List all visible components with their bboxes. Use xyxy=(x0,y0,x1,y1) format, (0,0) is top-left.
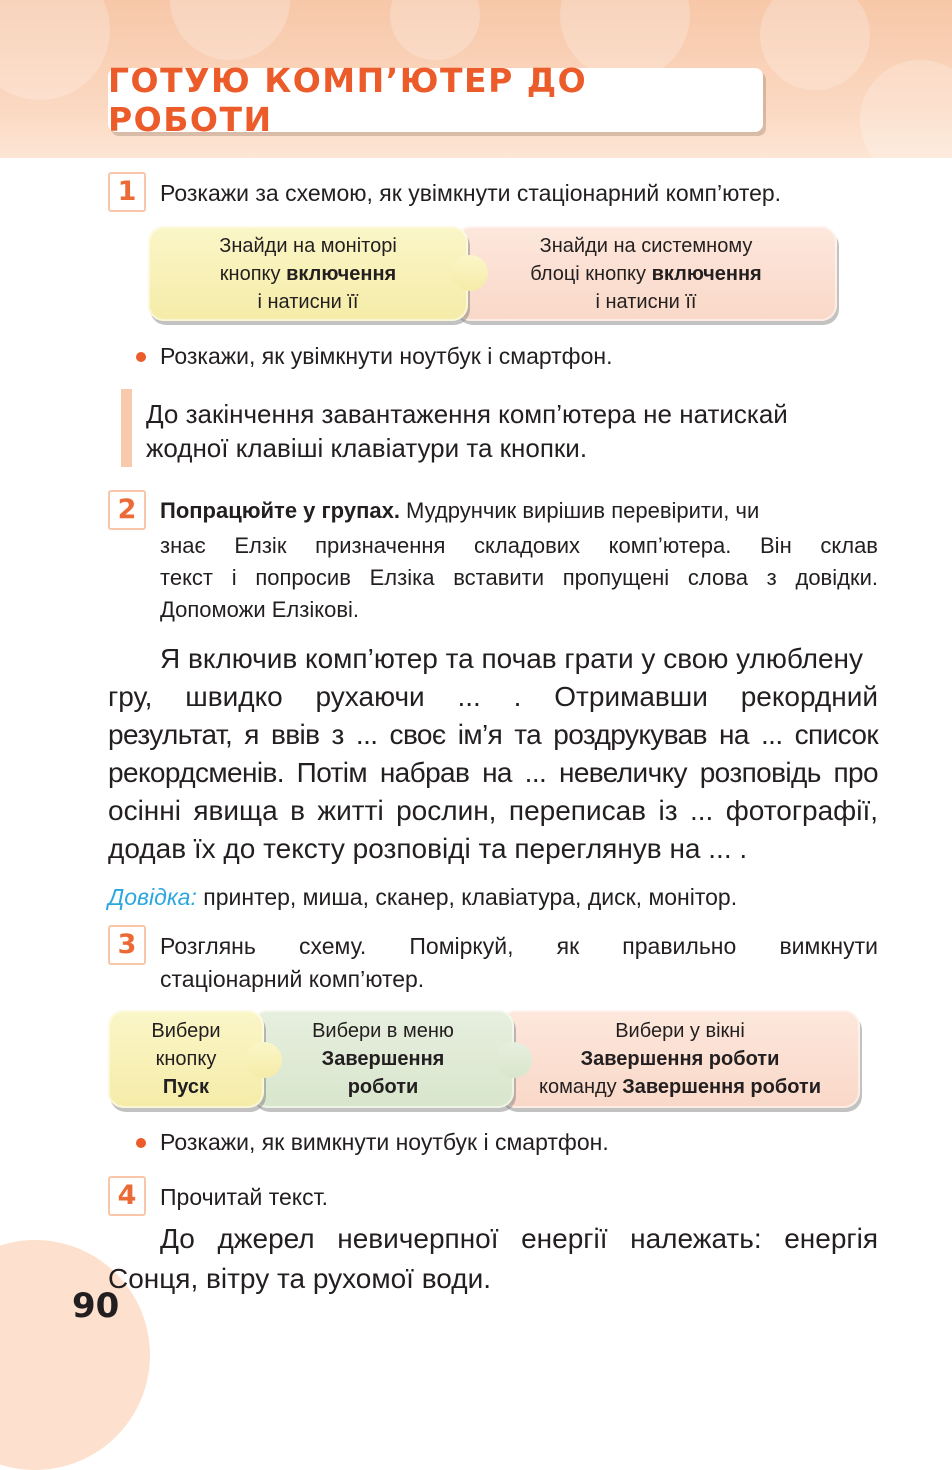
warning-line-1: До закінчення завантаження комп’ютера не натискай xyxy=(146,399,788,429)
hint-label: Довідка: xyxy=(108,884,197,910)
task3-bullet-text: Розкажи, як вимкнути ноутбук і смартфон. xyxy=(160,1129,609,1155)
scheme-step-menu xyxy=(252,1010,514,1108)
scheme-step-system-unit xyxy=(455,226,837,321)
story-line: результат, я ввів з ... своє ім’я та роздрукував на ... список xyxy=(108,719,878,750)
task-number-2: 2 xyxy=(108,490,146,530)
decor-bubble xyxy=(390,0,480,60)
page-title: ГОТУЮ КОМП’ЮТЕР ДО РОБОТИ xyxy=(108,61,588,139)
step-line: Завершення xyxy=(321,1048,445,1070)
task4-line-1: До джерел невичерпної енергії належать: енергія xyxy=(160,1223,878,1254)
step-line: і натисни її xyxy=(595,290,697,313)
decor-bubble xyxy=(860,60,952,158)
step-line: роботи xyxy=(347,1076,419,1098)
decor-bubble xyxy=(170,0,290,60)
puzzle-knob xyxy=(452,255,488,291)
task-number-1: 1 xyxy=(108,172,146,212)
warning-bar xyxy=(121,389,132,467)
task-number-4: 4 xyxy=(108,1176,146,1216)
step-line: Вибери у вікні xyxy=(615,1020,745,1042)
bullet-dot xyxy=(136,1138,146,1148)
task2-line-1: Попрацюйте у групах. Мудрунчик вирішив перевірити, чи xyxy=(160,498,760,523)
step-line: Знайди на системному xyxy=(539,234,753,257)
step-line: команду Завершення роботи xyxy=(538,1076,822,1098)
step-line: Знайди на моніторі xyxy=(219,234,397,257)
hint-line xyxy=(108,881,737,913)
task-number-3: 3 xyxy=(108,925,146,965)
bullet-dot xyxy=(136,352,146,362)
step-line: Пуск xyxy=(162,1076,210,1098)
task2-line-4: Допоможи Елзікові. xyxy=(160,597,360,622)
task3-line-1: Розглянь схему. Поміркуй, як правильно вимкнути xyxy=(160,933,878,959)
scheme-step-monitor xyxy=(148,226,468,321)
story-line: Я включив комп’ютер та почав грати у свою улюблену xyxy=(160,643,863,674)
step-line: кнопку xyxy=(155,1048,217,1070)
decor-bubble xyxy=(0,0,110,100)
decor-bubble xyxy=(760,0,870,90)
task4-text: Прочитай текст. xyxy=(160,1184,329,1210)
task2-line-2: знає Елзік призначення складових комп’ютера. Він склав xyxy=(160,533,878,558)
task3-line-2: стаціонарний комп’ютер. xyxy=(160,966,425,992)
title-card xyxy=(108,61,763,139)
warning-line-2: жодної клавіші клавіатури та кнопки. xyxy=(146,433,588,463)
step-line: Вибери xyxy=(151,1020,221,1042)
story-line: гру, швидко рухаючи ... . Отримавши рекордний xyxy=(108,681,878,712)
puzzle-knob xyxy=(246,1042,282,1078)
hint-words: принтер, миша, сканер, клавіатура, диск, монітор. xyxy=(196,884,738,910)
puzzle-knob xyxy=(496,1042,532,1078)
step-line: блоці кнопку включення xyxy=(530,262,762,285)
scheme-step-start xyxy=(108,1010,264,1108)
story-line: додав їх до тексту розповіді та переглянув на ... . xyxy=(108,833,748,864)
task1-bullet-text: Розкажи, як увімкнути ноутбук і смартфон. xyxy=(160,343,613,369)
step-line: кнопку включення xyxy=(219,262,397,285)
task1-text: Розкажи за схемою, як увімкнути стаціонарний комп’ютер. xyxy=(160,180,782,206)
page-number: 90 xyxy=(72,1286,120,1326)
step-line: Завершення роботи xyxy=(580,1048,780,1070)
task4-line-2: Сонця, вітру та рухомої води. xyxy=(108,1263,492,1294)
step-line: і натисни її xyxy=(257,290,359,313)
story-line: осінні явища в житті рослин, переписав із ... фотографії, xyxy=(108,795,878,826)
scheme-step-window xyxy=(500,1010,860,1108)
step-line: Вибери в меню xyxy=(312,1020,454,1042)
story-line: рекордсменів. Потім набрав на ... невеличку розповідь про xyxy=(108,757,878,788)
task2-line-3: текст і попросив Елзіка вставити пропущені слова з довідки. xyxy=(160,565,878,590)
